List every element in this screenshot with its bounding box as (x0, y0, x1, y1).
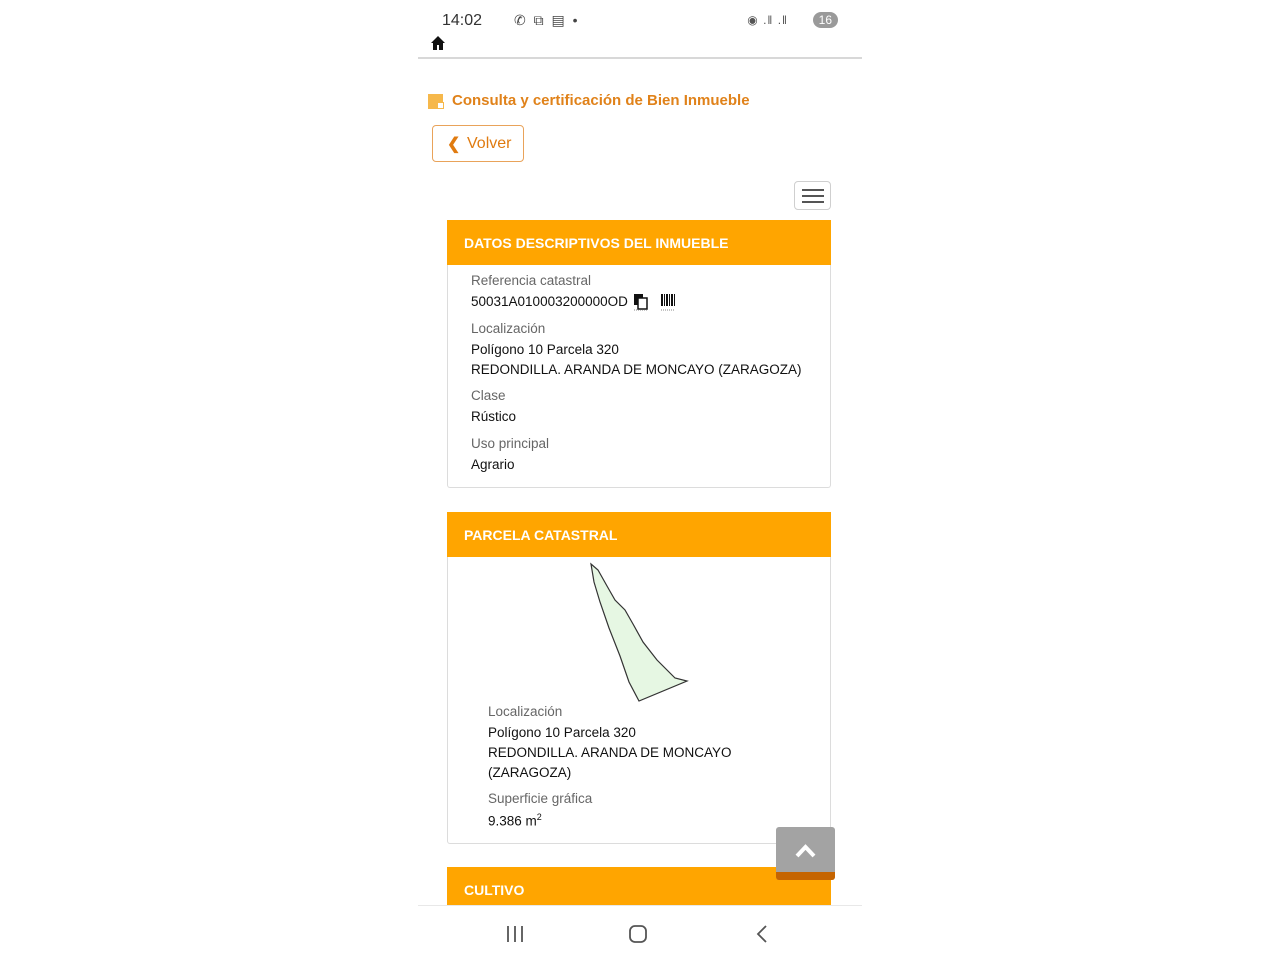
superficie-value (488, 812, 542, 829)
uso-value: Agrario (471, 457, 515, 472)
home-circle-icon[interactable] (628, 924, 648, 944)
parcela-loc-label: Localización (488, 704, 563, 719)
scroll-to-top-button[interactable] (776, 827, 835, 880)
scroll-to-top-shadow (776, 872, 835, 880)
parcela-loc-line1: Polígono 10 Parcela 320 (488, 725, 636, 740)
superficie-label: Superficie gráfica (488, 791, 593, 806)
loc-line2: REDONDILLA. ARANDA DE MONCAYO (ZARAGOZA) (471, 362, 802, 377)
superficie-number: 9.386 m (488, 813, 537, 829)
superficie-unit-exponent: 2 (536, 812, 542, 822)
page-title-text: Consulta y certificación de Bien Inmueble (452, 92, 750, 109)
signal-icons: ◉ .‖ .‖ (747, 13, 788, 27)
parcel-shape-map (585, 560, 695, 705)
status-time: 14:02 (442, 12, 483, 29)
ref-value: 50031A010003200000OD (471, 294, 628, 309)
back-button-label: Volver (467, 135, 512, 152)
ref-label: Referencia catastral (471, 273, 592, 288)
cultivo-card-header: CULTIVO (447, 867, 831, 905)
parcela-loc-line2: REDONDILLA. ARANDA DE MONCAYO (488, 745, 732, 760)
uso-label: Uso principal (471, 436, 550, 451)
clase-value: Rústico (471, 409, 517, 424)
home-icon[interactable] (430, 35, 446, 51)
loc-label: Localización (471, 321, 546, 336)
clase-label: Clase (471, 388, 506, 403)
datos-card-header: DATOS DESCRIPTIVOS DEL INMUEBLE (447, 220, 831, 265)
parcel-polygon (591, 564, 687, 701)
back-button[interactable] (432, 125, 524, 162)
system-nav-bar (418, 905, 862, 961)
hamburger-menu-icon[interactable] (794, 181, 831, 210)
document-icon-corner (437, 102, 444, 109)
barcode-icon[interactable] (660, 293, 676, 311)
chevron-up-icon (795, 844, 816, 858)
header-divider (418, 57, 862, 59)
loc-line1: Polígono 10 Parcela 320 (471, 342, 619, 357)
parcela-loc-line3: (ZARAGOZA) (488, 765, 572, 780)
battery-badge: 16 (813, 12, 838, 28)
back-nav-icon[interactable] (755, 924, 769, 944)
parcela-card-header: PARCELA CATASTRAL (447, 512, 831, 557)
status-bar (442, 12, 838, 32)
phone-screen (418, 0, 862, 960)
copy-icon[interactable] (633, 293, 649, 311)
notification-icons: ✆ ⧉ ▤ • (514, 12, 580, 28)
chevron-left-icon: ❮ (447, 136, 461, 153)
recent-apps-icon[interactable] (506, 925, 524, 943)
